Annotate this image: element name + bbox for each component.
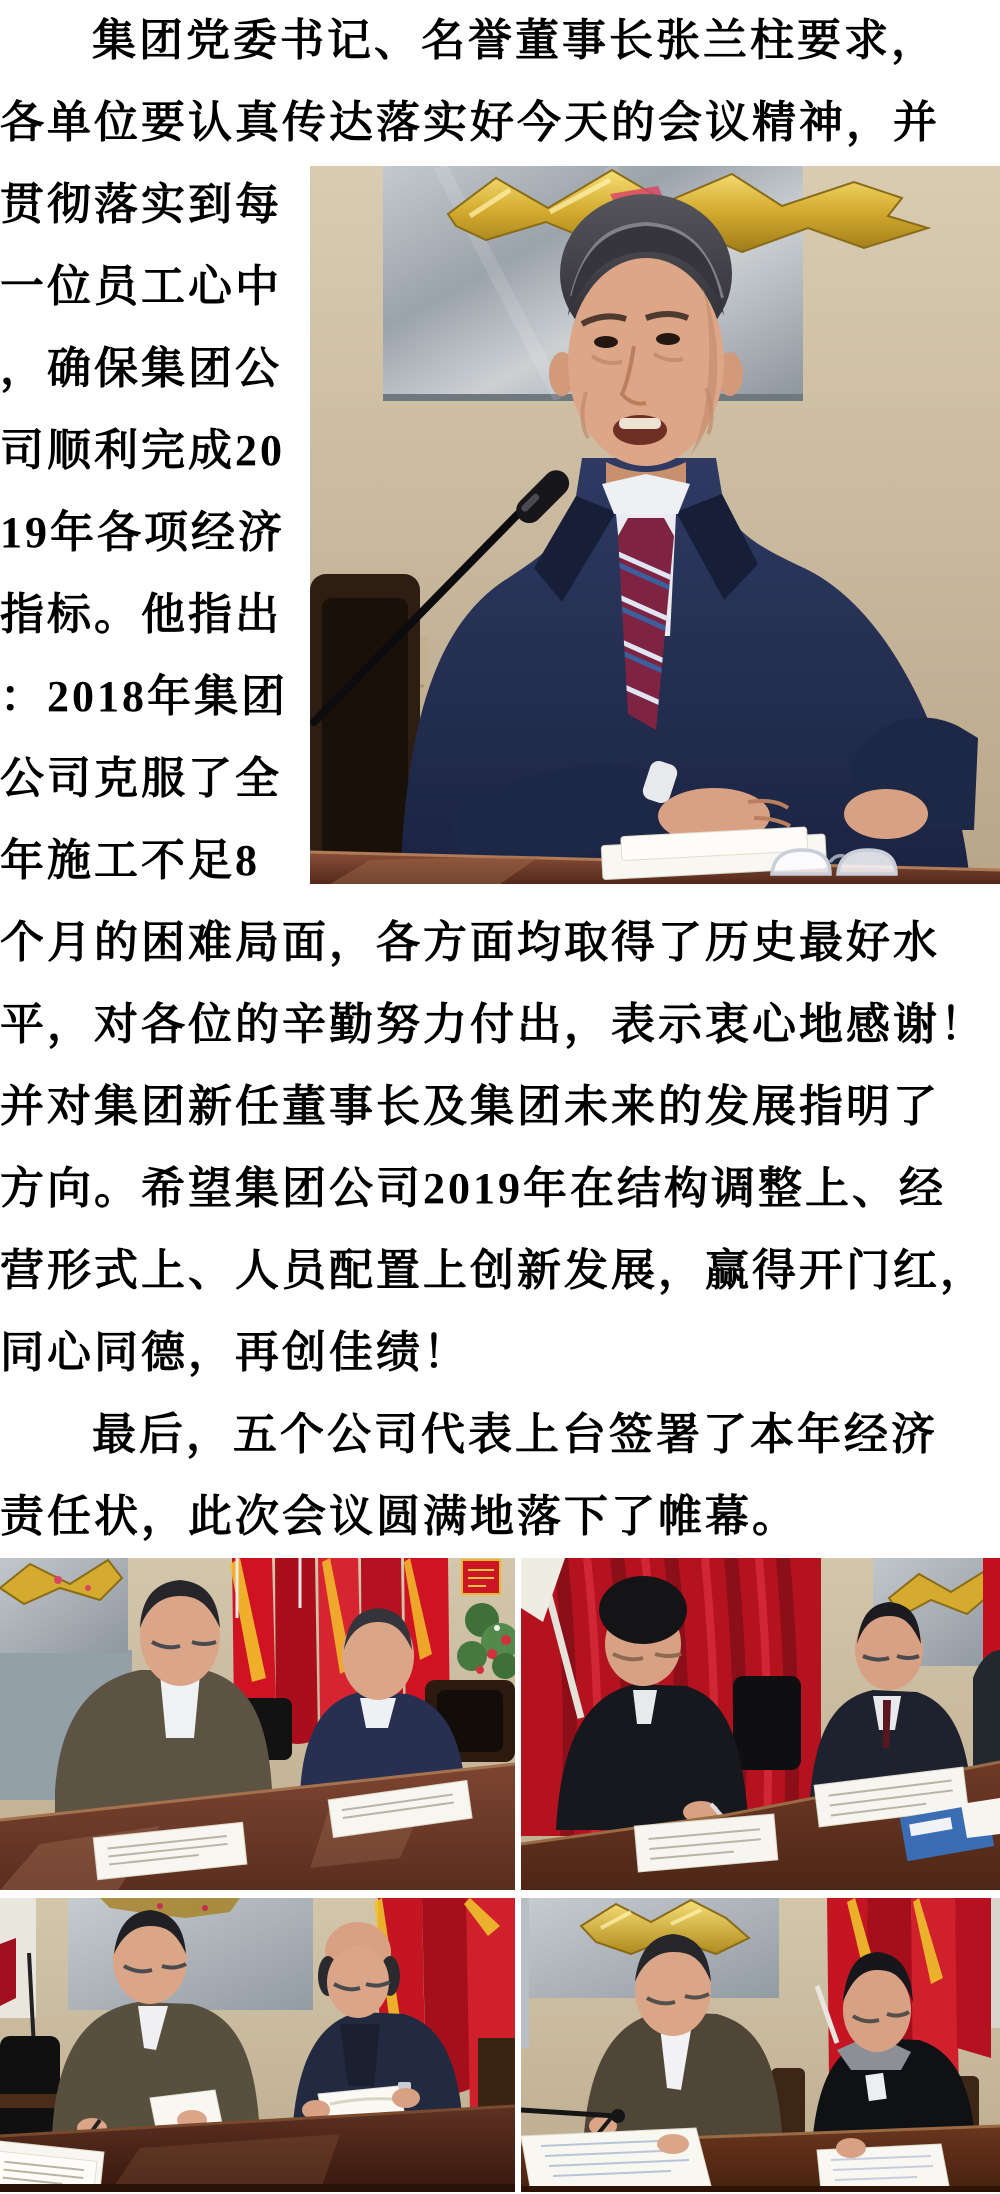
text-line: 最后，五个公司代表上台签署了本年经济 [92,1410,938,1459]
signing-photo-3 [0,1898,515,2192]
text-line: 司顺利完成20 [0,426,285,475]
signing-photo-2 [521,1558,1000,1890]
text-line: ：2018年集团 [0,672,288,721]
text-line: 个月的困难局面，各方面均取得了历史最好水 [0,918,940,967]
text-with-photo-section [0,164,1000,902]
text-line: 一位员工心中 [0,262,282,311]
text-line: 营形式上、人员配置上创新发展，赢得开门红， [0,1246,987,1295]
text-line: 年施工不足8 [0,836,260,885]
signing-photo-4 [521,1898,1000,2192]
main-photo [310,166,1000,884]
text-line: 贯彻落实到每 [0,180,282,229]
text-line: ，确保集团公 [0,344,282,393]
paragraph-2 [0,1394,1000,1558]
signing-photo-grid [0,1558,1000,2194]
text-line: 方向。希望集团公司2019年在结构调整上、经 [0,1164,946,1213]
paragraph-1-top [0,0,1000,164]
text-line: 指标。他指出 [0,590,282,639]
text-line: 集团党委书记、名誉董事长张兰柱要求， [92,16,938,65]
text-line: 各单位要认真传达落实好今天的会议精神，并 [0,98,940,147]
signing-photo-1 [0,1558,515,1890]
text-line: 平，对各位的辛勤努力付出，表示衷心地感谢！ [0,1000,987,1049]
wrapped-text-column [0,164,310,902]
text-line: 责任状，此次会议圆满地落下了帷幕。 [0,1492,799,1541]
paragraph-1-bottom [0,902,1000,1394]
text-line: 公司克服了全 [0,754,282,803]
text-line: 19年各项经济 [0,508,285,557]
speaker-photo-illustration [310,166,1000,884]
text-line: 同心同德，再创佳绩！ [0,1328,470,1377]
text-line: 并对集团新任董事长及集团未来的发展指明了 [0,1082,940,1131]
